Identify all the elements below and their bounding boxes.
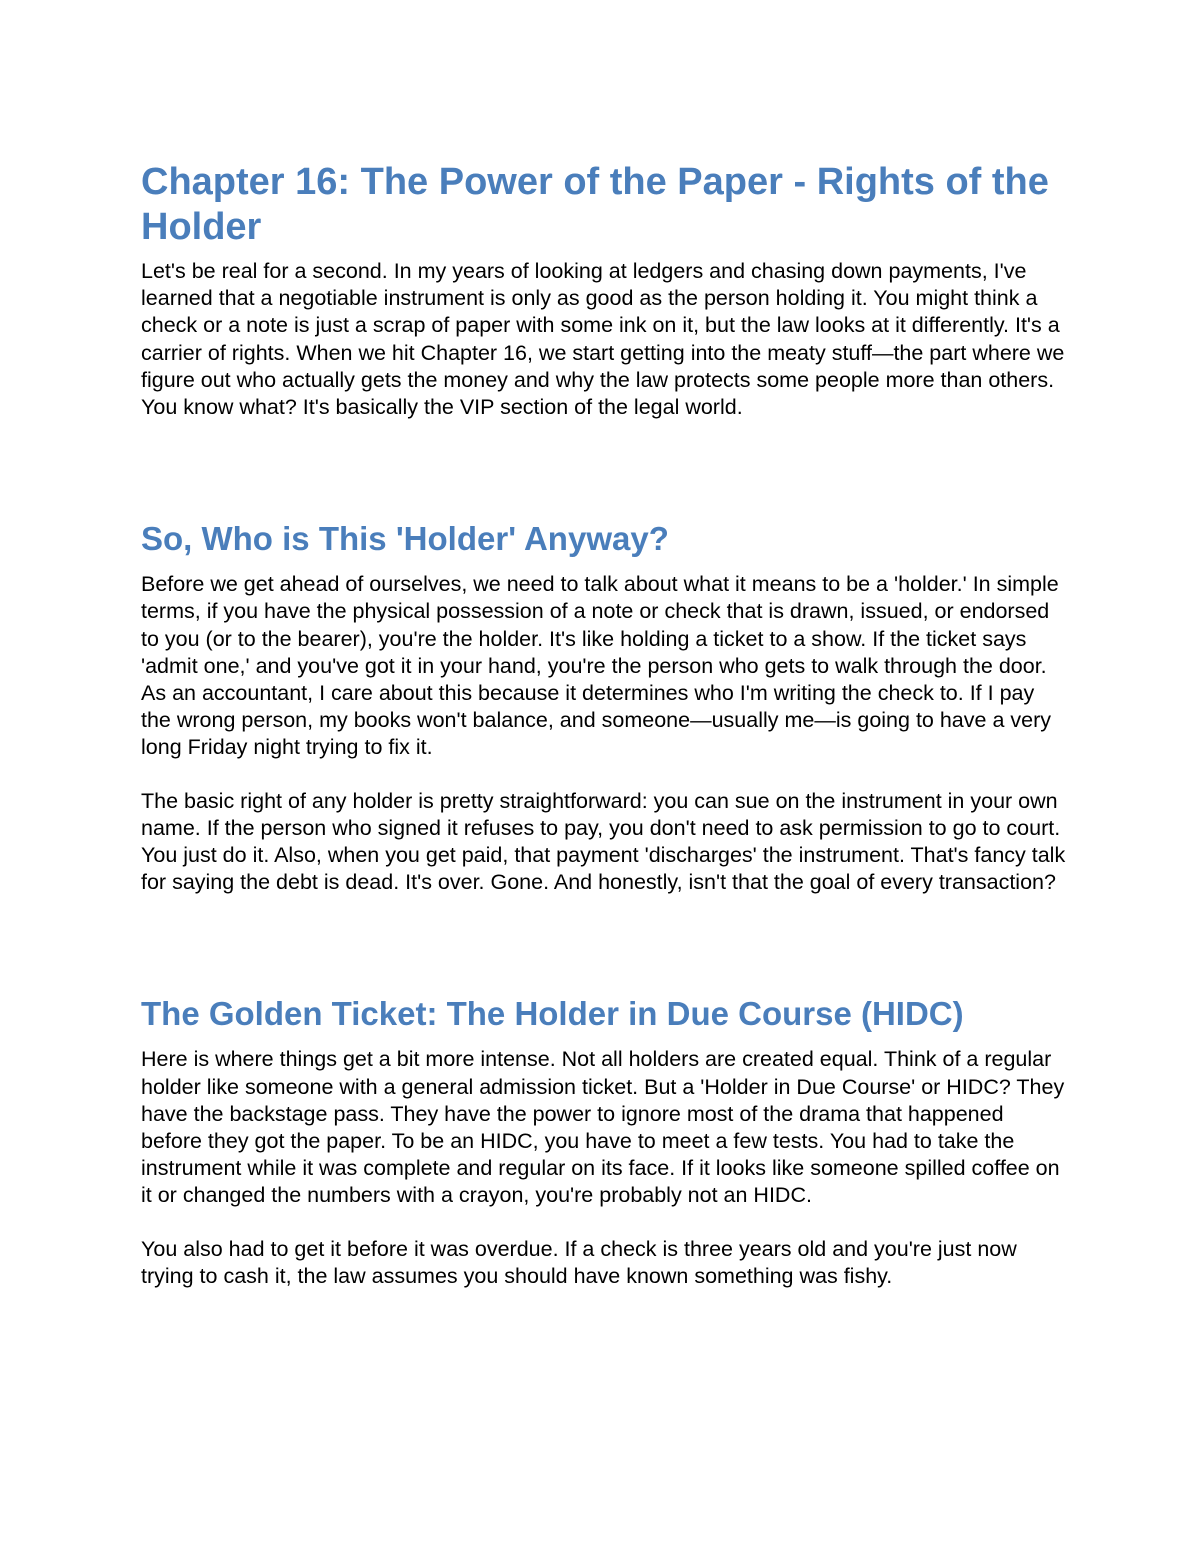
- section-paragraph: You also had to get it before it was overdue. If a check is three years old and you're just now trying to cash it, the law assumes you should have known something was fishy.: [141, 1236, 1017, 1288]
- document-page: [141, 160, 1066, 1290]
- intro-paragraph: Let's be real for a second. In my years of looking at ledgers and chasing down payments, I've learned that a negotiable instrument is only as good as the person holding it. You might think a check or a note is just a scrap of paper with some ink on it, but the law looks at it differently. It's a carrier of rights. When we hit Chapter 16, we start getting into the meaty stuff—the part where we figure out who actually gets the money and why the law protects some people more than others. You know what? It's basically the VIP section of the legal world.: [141, 259, 1065, 420]
- section-paragraph: Here is where things get a bit more intense. Not all holders are created equal. Think of a regular holder like someone with a general admission ticket. But a 'Holder in Due Course' or HIDC? They have the backstage pass. They have the power to ignore most of the drama that happened before they got the paper. To be an HIDC, you have to meet a few tests. You had to take the instrument while it was complete and regular on its face. If it looks like someone spilled coffee on it or changed the numbers with a crayon, you're probably not an HIDC.: [141, 1047, 1065, 1208]
- section-heading: So, Who is This 'Holder' Anyway?: [141, 520, 669, 558]
- section-hidc: [141, 994, 1066, 1290]
- section-holder: [141, 519, 1066, 896]
- section-heading: The Golden Ticket: The Holder in Due Course (HIDC): [141, 995, 964, 1033]
- chapter-title: Chapter 16: The Power of the Paper - Rights of the Holder: [141, 161, 1049, 248]
- section-paragraph: The basic right of any holder is pretty straightforward: you can sue on the instrument in your own name. If the person who signed it refuses to pay, you don't need to ask permission to go to court. You just do it. Also, when you get paid, that payment 'discharges' the instrument. That's fancy talk for saying the debt is dead. It's over. Gone. And honestly, isn't that the goal of every transaction?: [141, 788, 1066, 895]
- section-paragraph: Before we get ahead of ourselves, we need to talk about what it means to be a 'holder.' In simple terms, if you have the physical possession of a note or check that is drawn, issued, or endorsed to you (or to the bearer), you're the holder. It's like holding a ticket to a show. If the ticket says 'admit one,' and you've got it in your hand, you're the person who gets to walk through the door. As an accountant, I care about this because it determines who I'm writing the check to. If I pay the wrong person, my books won't balance, and someone—usually me—is going to have a very long Friday night trying to fix it.: [141, 572, 1059, 760]
